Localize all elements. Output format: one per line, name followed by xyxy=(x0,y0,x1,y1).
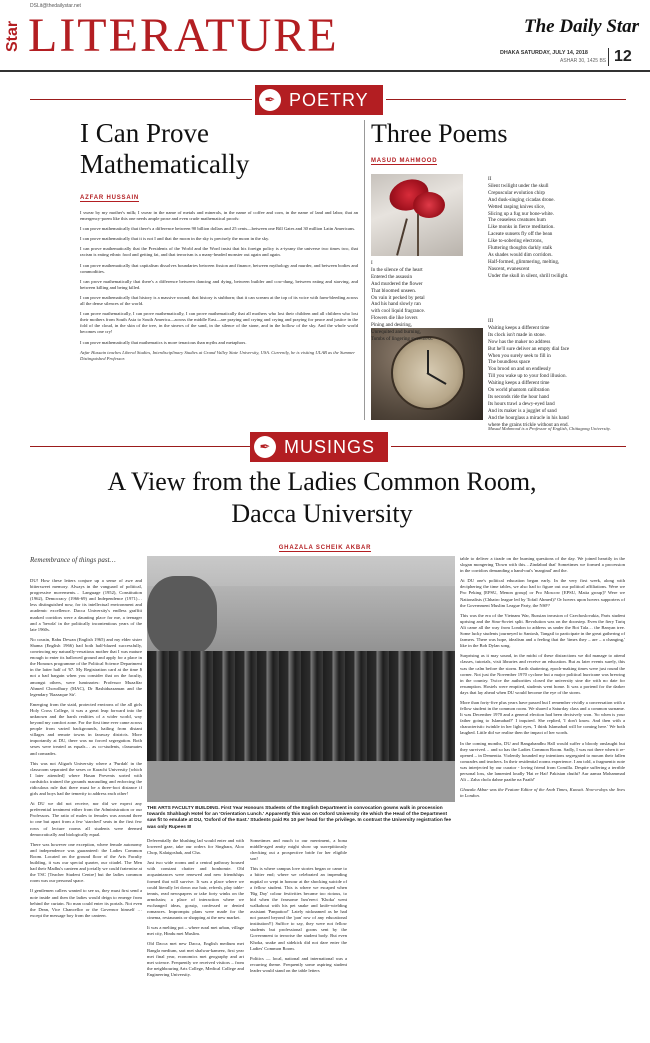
paragraph: In the coming months, DU and Bangabandhu Hall would suffer a bloody onslaught but they survived… and so has the Ladies Common Room. Sadly, I was not there when it re-opened – in Dementia. Violently hounded my intentions segregated to mourn their fallen comrades and teachers. In their residential rooms experience. I am told, a fragmentic note was interjected by our curator - loving friend from Comilla. Despite suffering a terrible personal loss, she lamented loudly 'Hai re Hai! Pakistan chuthi? Aur aamra Mohammad Ali – Zaha chola dahne paathe na Faath!' xyxy=(460,740,625,783)
musings-author-bio: Ghazala Akbar was the Feature Editor of the Arab Times, Kuwait. Now-a-days she lives in London. xyxy=(460,787,625,799)
musings-rule-left xyxy=(30,446,252,447)
musings-column-3 xyxy=(250,838,347,978)
poetry-rule-right xyxy=(386,99,626,100)
musings-column-4 xyxy=(460,556,625,803)
arts-faculty-photo xyxy=(147,556,455,802)
paragraph: I can prove mathematically that the Presidents of the World and the Word insist that his foreign policy is a-tyrany the universe two times two, that racism is eating ethnic food and getting fat, and that terrorism is a many-headed monster out again and again. xyxy=(80,246,358,258)
paragraph: This was the era of the Vietnam War, Russian invasion of Czechoslovakia, Paris student uprising and the Sino-Soviet split. Revolution was on the doorstep. Even the fiery Tariq Ali came all the way from London to address us under the Bot Tala… the Banyan tree. Some lucky students journeyed to Santosh, Tangail to participate in the great gathering of farmers. There was hope, idealism and a feeling that the 'times they – are – a changing,' like in the Bob Dylan song. xyxy=(460,612,625,649)
musings-label: MUSINGS xyxy=(284,436,376,457)
article-1-body xyxy=(80,210,358,346)
bengali-date: ASHAR 30, 1425 BS xyxy=(560,58,607,64)
poetry-rule-left xyxy=(30,99,252,100)
paragraph: Emerging from the staid, protected environs of the all girls Holy Cross College, it was a great leap forward into the unknown and the harsh realities of a wider world, way beyond my comfort zone. For the first time ever came across people from varied backgrounds, hailing from distant villages and remote towns in faraway districts. More importantly at DU, there was no forced segregation. Both sexes were treated as equals… as co-students, classmates and comrades. xyxy=(30,701,142,756)
photo-ground xyxy=(147,761,455,802)
paragraph: I swear by my mother's milk; I swear in the name of metals and minerals, in the name of coffee and corn, in the name of land and labor, that an emergency-poem like this one needs ample prose and even crude mathematical proofs: xyxy=(80,210,358,222)
article-2-title: Three Poems xyxy=(371,119,508,148)
paragraph: I can prove mathematically that capitalism dissolves boundaries between fission and finance, between mythology and murder, and between bodies and commodities. xyxy=(80,262,358,274)
flower-image xyxy=(371,174,463,256)
poem-3: III Waiting keeps a different time Its clock isn't made in stone. Now has the maker no address But he'll sure deliver an empty dial face When you surely seek to fill in The boundless space You brood on and on endlessly Till you wake up to your fond illusion. Waiting keeps a different time On world phantom calibration Its seconds ride the hour hand Its hours trawl a dewy-eyed land And its maker is a jugglet of sand And the hourglass a miracle in his hand where the grains trickle without an end. xyxy=(488,318,570,428)
paragraph: Just two wide rooms and a central pathway housed with constant chatter and bonhomie. Old acquaintances were renewed and new friendships formed that will survive. It was a place where we could literally let down our hair, refresh, play table-tennis, read newspapers or take forty winks on the armchairs; a place of interaction where we exchanged ideas, gossip, confessed or denied romances. Impromptu plans were made for the cinema, restaurants or shopping at the new market. xyxy=(147,860,244,921)
article-2-bio: Masud Mahmood is a Professor of English, Chittagong University. xyxy=(488,426,611,431)
article-1-byline: AZFAR HUSSAIN xyxy=(80,195,140,201)
quill-icon: ✒ xyxy=(259,89,281,111)
paragraph: I can prove mathematically that it is not I and that the moon in the sky is precisely the moon in the sky. xyxy=(80,236,270,242)
poetry-column-divider xyxy=(364,120,365,420)
dateline: DHAKA SATURDAY, JULY 14, 2018 xyxy=(500,50,588,56)
paragraph: This was not Aligarh University where a 'Purdah' in the classroom separated the sexes or Karachi University [which I later attended] where Hasan Prevents sorted with cardsticks trained the grounds marauding and enforcing the ridiculous rule that there must be a three-foot distance if girls and boys had the temerity to address each other! xyxy=(30,760,142,797)
paragraph: Old Dacca met new Dacca, English medium met Bangla medium, sari met shalwar-kameez, first year met final year, economics met geography and art met science. Frequently we received visitors – from the neighbouring Arts College, Medical College and Engineering University. xyxy=(147,941,244,977)
paragraph: There was however one exception, where female autonomy and independence was guaranteed: the Ladies Common Room. Located on the ground floor of the Arts Faculty building, it was our special quarter, our citadel. The Men had their Madhu's canteen and jovially we could fraternise at the TSC [Teacher Student Centre] but the ladies common room was our personal space. xyxy=(30,841,142,884)
photo-caption: THE ARTS FACULTY BUILDING. First Year Honours Students of the English Department in convocation gowns walk in procession towards Shahbagh Hotel for an 'Orientation Lunch.' Apparently this was on Oxford University rite which the Head of the Department saw fit to emulate at DU, 'Oxford of the East.' Students paid Rs 10 per head for the privilege. In contrast the University registration fee was only Rupees 8! xyxy=(147,806,452,830)
paragraph: It was a melting pot – where rural met urban, village met city, Hindu met Muslim. xyxy=(147,925,244,937)
paragraph: Deferentially the blushing lad would enter and with lowered gaze, take our orders for Singhara, Aloo Chop, Kalaigoshak, and Cha. xyxy=(147,838,244,856)
poetry-label-box xyxy=(255,85,383,115)
paragraph: table to deliver a tirade on the burning questions of the day. We joined heartily in the slogan mongering 'Down with this…Zindabad that' Sometimes we formed a procession in the corridors demanding a hand-out's 'marginal' and the. xyxy=(460,556,625,574)
paragraph: Surprising as it may sound, in the midst of these distractions we did manage to attend classes, tutorials, visit libraries and receive an education. But as later events surely, this was the calm before the storm. Earth shattering, epoch-making times were just round the corner. Not just the November 1970 cyclone but a major political hurricane was brewing in the country. Twice the authorities closed the university sine die with no date for resumption. Hostels were emptied, students went home. It was a portend for the darker days that lay ahead when DU would become the eye of the storm. xyxy=(460,653,625,695)
masthead-divider xyxy=(608,48,609,66)
section-side-label: Star xyxy=(4,20,21,52)
paragraph: At DU one's political education began early. In the very first week, along with deciphering the time tables, we also had to figure out our political affiliations. Were we Pro Peking [EPSU, Menon group] or Pro Moscow [EPSU, Matia group]? Were we Nationalists (Chhatro league led by Tofail Ahmed)? Or hovers upon hovers supporters of the Government Muslim League Party, the NSF? xyxy=(460,578,625,608)
email: DSLit@thedailystar.net xyxy=(30,3,81,9)
musings-column-1 xyxy=(30,578,142,923)
paragraph: More than forty-five plus years have passed but I remember vividly a conversation with a fellow student in the common room. We shared a Saturday class and a common surname. It was December 1970 and a general election had been decisively won. 'So when is your father going to Islamabad?' I inquired. She replied, 'I don't know. And then with a characteristic twinkle in her light eyes, 'I think Islamabad will be coming here.' We both laughed. Little did we realise then the impact of her words. xyxy=(460,699,625,736)
poetry-section-header xyxy=(0,85,650,115)
poetry-label: POETRY xyxy=(289,89,369,110)
paragraph: If gentlemen callers wanted to see us, they must first send a note inside and then the ladies would deign to emerge from behind the curtain. No man could enter its portals. Not even the Dean, Vice Chancellor or the Governor himself … except the message boy from the canteen. xyxy=(30,888,142,918)
paragraph: DU! How these letters conjure up a sense of awe and bittersweet memory. Always in the vanguard of political, progressive movements… Language (1952), Constitution (1962), Democracy (1966-69) and Independence (1971)… less distinguished now, for its intellectual environment and academic excellence. Dacca University's endless graffiti marked corridors were a daunting place for me, a teenager and a 'bewda' in the politically incontentious years of the late 1960s. xyxy=(30,578,142,632)
paragraph: I can prove mathematically that history is a massive wound; that history is stubborn; that it can scream at the top of its voice with farm-bleeding across all the dense silences of the world. xyxy=(80,294,358,307)
paragraph: I can prove mathematically that there's a difference between dancing and dying, between builder and cow-dung, between eating and starving, and between killing and being killed. xyxy=(80,278,358,290)
paragraph: No cousin, Rabu Dewan (English 1965) and my elder sister Shama (English 1966) had both half-blazed successfully, convincing my naturally-vexatious mother that I was mature enough to enter its hallowed ground and apply for a place in the Honours programme of the Political Science Department in the latter half of '67. My Registration card at the time $ not a bad bargain when you consider that on the faculty, amongst others, were luminaries: Professor Muzaffar Ahmed Chowdhury (MAC), Dr Rashiduzzaman and the legendary 'Razzaque Sir'. xyxy=(30,636,142,697)
paragraph: Politics — local, national and international was a recurring theme. Frequently some aspiring student leader would stand on the table letters xyxy=(250,955,347,973)
poem-2: II Silent twilight under the skull Crepuscular evolution chirp And dusk-singing cicadas drone. Wetted rasping knives slice, Slicing up a fug nur bone-white. The ceaseless creatures hum Like monks in fierce meditation. Laceate sunsets fly off the bean Like to-sobering electrons, Fluttering thoughts darkly stalk As shades would dim corridors. Half-formed, glimmering, melting, Nascent, evanescent Under the skull in silent, shrill twilight. xyxy=(488,176,569,279)
paper-logo: The Daily Star xyxy=(524,16,640,37)
musings-title: A View from the Ladies Common Room, Dacca University xyxy=(107,467,537,528)
musings-section-header xyxy=(0,432,650,462)
paragraph: This is where campus love stories began or came to a bitter end; where we celebrated an impending nuptial or wept in honour at the shocking suicide of a fellow student. This is where we escaped when 'Big Day' colour festivities became too riotous, to hid when the fearsome Ism'erect 'Khoka' went walkabout with his pet snake and knife-wielding assistant 'Panpattoo!' Lately nicknamed as he had not passed beyond the 'pan' row of any educational institution!!) Suffice to say, they were not fellow students but professional goons sent by the Government to terrorise the student body. But even Khoka, snake and sidekick did not dare enter the Ladies' Common Room. xyxy=(250,866,347,951)
article-1-title: I Can Prove Mathematically xyxy=(80,118,250,179)
musings-column-2 xyxy=(147,838,244,982)
poem-1: I In the silence of the heart Entered the assassin And murdered the flower That bloomed unseen. On vain it pecked by petal And his hand slowly ran with cool liquid fragrance. Flowers die like lovers Pining and desiring, Unrequited and burning, Tombs of lingering sweetness. xyxy=(371,260,433,342)
photo-tree xyxy=(147,576,217,656)
photo-crowd xyxy=(147,651,455,761)
paragraph: I can prove mathematically that mathematics is more tenacious than myths and metaphors. xyxy=(80,339,247,345)
article-2 xyxy=(371,118,631,431)
masthead-rule xyxy=(0,70,650,72)
flower-stem xyxy=(417,214,419,256)
musings-label-box xyxy=(250,432,388,462)
article-2-byline: MASUD MAHMOOD xyxy=(371,158,438,164)
paragraph: Sometimes and much to our merriment, a bona middle-aged amity might show up surreptitiously checking out a prospective bride for her eligible son! xyxy=(250,838,347,862)
paragraph: At DU we did not receive, nor did we expect any preferential treatment either from the Administration or our Professors. The ratio of males to females was around three to one but apart from a few 'starched' seats in the first few rows of lecture rooms all students were deemed democratically and biologically equal. xyxy=(30,801,142,837)
quill-icon: ✒ xyxy=(254,436,276,458)
article-1-bio: Azfar Hussain teaches Liberal Studies, Interdisciplinary Studies at Grand Valley State University, USA. Currently, he is visiting ULAB as the Summer Distinguished Professor. xyxy=(80,349,356,361)
musings-kicker: Remembrance of things past… xyxy=(30,556,116,564)
flower-stem xyxy=(396,218,408,255)
page-number: 12 xyxy=(614,48,632,65)
musings-byline-wrap xyxy=(0,536,650,554)
clock-hand xyxy=(427,350,429,374)
paragraph: I can prove mathematically, I can prove mathematically, I can prove mathematically that all mothers who lost their children and all children who lost their mothers from South Asia to South America—across the middle East—are praying and crying and crying and praying for peace and justice in the fold of the cloud, in the skin of the tree, in the sinews of the sand, in the silence of the stone, and in the hollow of the sky. And the whole world becomes one cry! xyxy=(80,311,358,335)
paragraph: I can prove mathematically that there's a difference between 90 billion dollars and 25 cents—between one Bill Gates and 30 million Latin Americans. xyxy=(80,226,356,232)
musings-byline: GHAZALA SCHEIK AKBAR xyxy=(278,545,372,551)
article-1 xyxy=(80,118,358,362)
section-title: LITERATURE xyxy=(28,9,339,62)
musings-rule-right xyxy=(391,446,626,447)
